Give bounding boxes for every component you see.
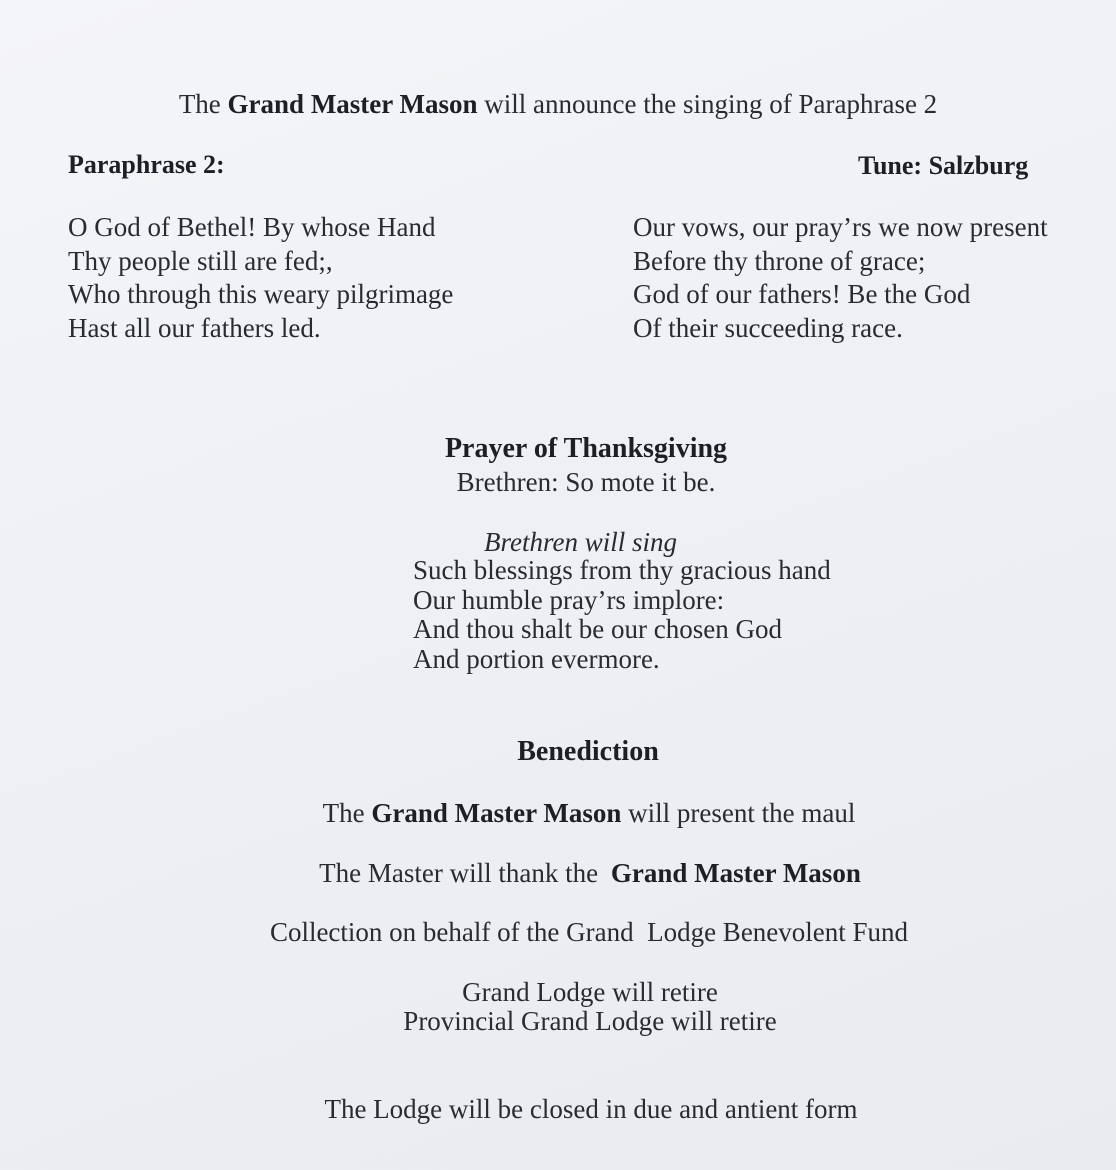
verse-right-line: Of their succeeding race. <box>633 312 903 343</box>
retire-grand-lodge: Grand Lodge will retire <box>462 977 718 1007</box>
maul-line <box>0 797 1116 829</box>
verse-right-line: Our vows, our pray’rs we now present <box>633 212 1048 242</box>
closing-line: The Lodge will be closed in due and antient form <box>324 1094 858 1124</box>
verse-right <box>633 211 1048 345</box>
tune-label: Tune: Salzburg <box>858 151 1029 180</box>
retire-provincial-grand-lodge: Provincial Grand Lodge will retire <box>403 1006 777 1036</box>
verse-left <box>68 211 453 345</box>
hymn-line: And thou shalt be our chosen God <box>413 614 782 644</box>
verse-left-line: Thy people still are fed;, <box>68 245 333 276</box>
maul-post: will present the maul <box>628 798 856 828</box>
verse-right-line: Before thy throne of grace; <box>633 245 926 276</box>
verse-left-line: Who through this weary pilgrimage <box>68 279 454 309</box>
benediction-title: Benediction <box>517 736 659 767</box>
paraphrase-label: Paraphrase 2: <box>68 150 225 179</box>
maul-grand-master-mason: Grand Master Mason <box>371 798 622 828</box>
collection-line: Collection on behalf of the Grand Lodge Benevolent Fund <box>269 917 909 947</box>
prayer-response: Brethren: So mote it be. <box>456 467 716 497</box>
hymn-line: Our humble pray’rs implore: <box>413 584 725 615</box>
announcement-post: will announce the singing of Paraphrase 2 <box>484 89 938 119</box>
announcement-grand-master-mason: Grand Master Mason <box>227 89 478 119</box>
verse-left-line: Hast all our fathers led. <box>68 312 321 343</box>
announcement-line <box>0 88 1116 120</box>
verse-left-line: O God of Bethel! By whose Hand <box>68 212 436 242</box>
thanks-line <box>0 857 1116 889</box>
maul-pre: The <box>322 798 365 828</box>
hymn-lines <box>413 556 831 674</box>
thanks-pre: The Master will thank the <box>319 858 599 888</box>
thanks-grand-master-mason: Grand Master Mason <box>610 858 861 888</box>
verse-right-line: God of our fathers! Be the God <box>633 279 971 309</box>
announcement-pre: The <box>178 89 221 119</box>
hymn-line: And portion evermore. <box>413 643 660 674</box>
hymn-line: Such blessings from thy gracious hand <box>413 555 831 585</box>
prayer-title: Prayer of Thanksgiving <box>444 433 728 464</box>
hymn-intro: Brethren will sing <box>484 527 677 557</box>
